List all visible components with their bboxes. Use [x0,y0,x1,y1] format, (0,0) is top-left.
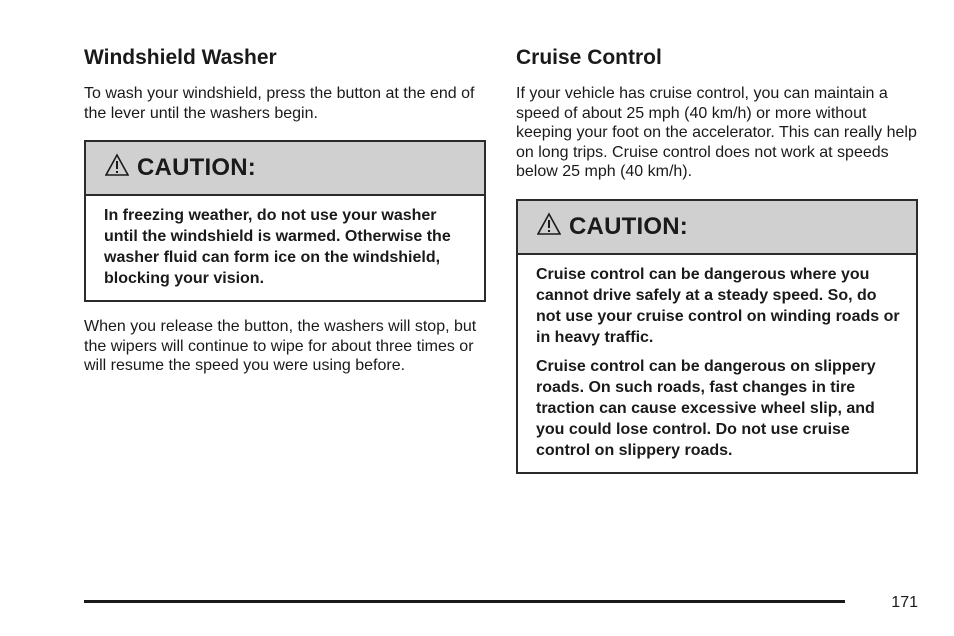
warning-triangle-icon [105,153,129,177]
cruise-control-heading: Cruise Control [516,46,662,69]
cruise-caution-title: CAUTION: [569,212,688,240]
footer-rule [84,600,845,603]
windshield-washer-heading: Windshield Washer [84,46,277,69]
windshield-washer-intro: To wash your windshield, press the button at the end of the lever until the washers begin. [84,85,475,122]
warning-triangle-icon [537,212,561,236]
windshield-washer-section [84,44,486,376]
page-number: 171 [891,594,918,611]
cruise-caution-box [516,199,918,474]
windshield-caution-body [86,196,484,300]
cruise-control-section [516,44,918,474]
cruise-caution-header [518,201,916,255]
cruise-caution-text-1: Cruise control can be dangerous where you cannot drive safely at a steady speed. So, do not use your cruise control on winding roads or in heavy traffic. [536,265,900,346]
cruise-control-intro: If your vehicle has cruise control, you can maintain a speed of about 25 mph (40 km/h) or more without keeping your foot on the accelerator. This can really help on long trips. Cruise control does not work at speeds below 25 mph (40 km/h). [516,85,917,180]
windshield-caution-title: CAUTION: [137,154,256,181]
windshield-washer-release-text: When you release the button, the washers will stop, but the wipers will continue to wipe for about three times or will resume the speed you were using before. [84,318,477,374]
cruise-caution-body [518,255,916,472]
windshield-caution-box [84,140,486,302]
cruise-caution-text-2: Cruise control can be dangerous on slippery roads. On such roads, fast changes in tire traction can cause excessive wheel slip, and you could lose control. Do not use cruise control on slippery roads. [536,357,876,459]
windshield-caution-header [86,142,484,196]
windshield-caution-text: In freezing weather, do not use your washer until the windshield is warmed. Otherwise the washer fluid can form ice on the windshield, blocking your vision. [104,207,451,287]
